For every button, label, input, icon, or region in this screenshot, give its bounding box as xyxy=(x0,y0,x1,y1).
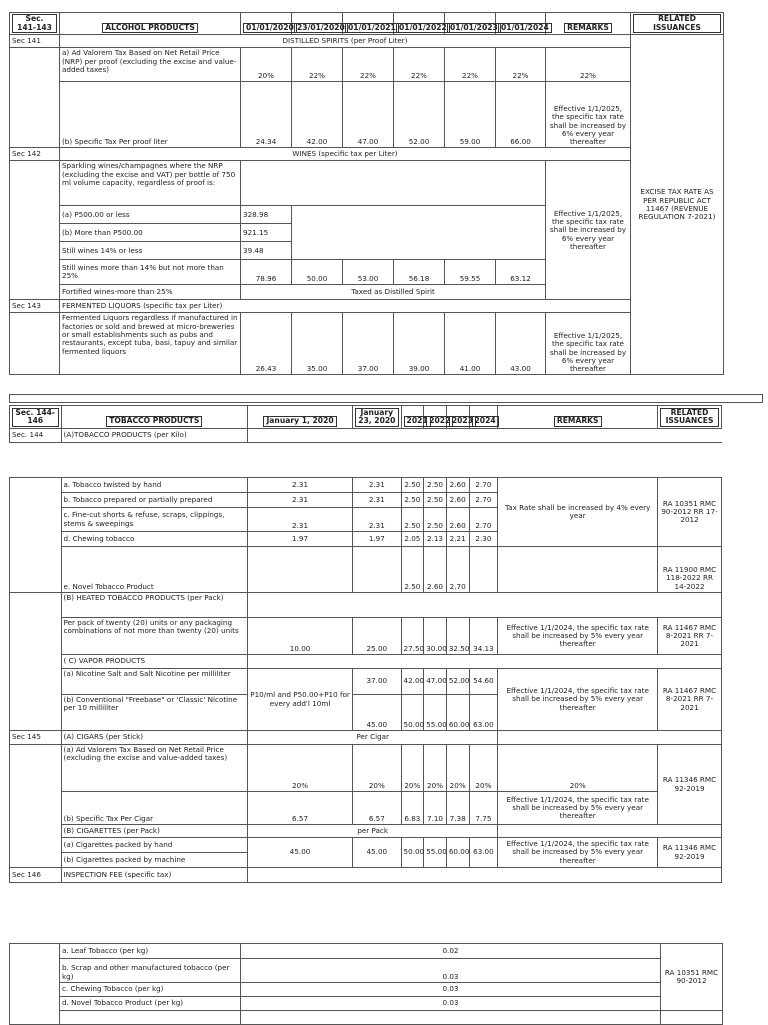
cell-value: 2.31 xyxy=(353,508,401,532)
section-number: Sec 142 xyxy=(10,148,60,161)
cell-value: 2.50 xyxy=(424,478,447,493)
cell-value: 2.30 xyxy=(469,532,498,547)
cell-value: 45.00 xyxy=(353,838,401,868)
row-label: Fortified wines-more than 25% xyxy=(60,285,241,300)
cell-value: 39.00 xyxy=(394,313,445,375)
tobacco-header-table xyxy=(9,405,722,443)
cell-value: 24.34 xyxy=(241,82,292,148)
table-row xyxy=(10,593,722,618)
cell-value: 2.31 xyxy=(248,493,353,508)
alcohol-issuance: EXCISE TAX RATE AS PER REPUBLIC ACT 11467 (REVENUE REGULATION 7-2021) xyxy=(631,35,724,375)
cell-value: 2.60 xyxy=(446,478,469,493)
row-label: d. Chewing tobacco xyxy=(61,532,248,547)
row-label: (b) Conventional "Freebase" or 'Classic' Nicotine per 10 milliliter xyxy=(61,695,248,731)
cell-value: 20% xyxy=(424,745,447,792)
cell-value: 22% xyxy=(445,48,496,82)
row-label: (a) P500.00 or less xyxy=(60,206,241,224)
row-label: Still wines more than 14% but not more than 25% xyxy=(60,260,241,285)
year-header: 2021 xyxy=(404,416,431,427)
cell-value: 1.97 xyxy=(248,532,353,547)
cell-value: 47.00 xyxy=(343,82,394,148)
row-label: (b) More than P500.00 xyxy=(60,224,241,242)
cell-value: 0.03 xyxy=(241,983,661,997)
cell-value: 63.12 xyxy=(496,260,546,285)
cell-value: 6.57 xyxy=(248,792,353,825)
cell-value: Taxed as Distilled Spirit xyxy=(241,285,546,300)
row-label: (a) Cigarettes packed by hand xyxy=(61,838,248,853)
row-label: (a) Nicotine Salt and Salt Nicotine per milliliter xyxy=(61,669,248,695)
unit-label: per Pack xyxy=(248,825,498,838)
row-label: (b) Cigarettes packed by machine xyxy=(61,853,248,868)
section-title: INSPECTION FEE (specific tax) xyxy=(61,868,248,883)
cell-value: 59.00 xyxy=(445,82,496,148)
alcohol-table-block xyxy=(9,12,761,375)
section-number: Sec 146 xyxy=(10,868,62,883)
cell-value: 7.10 xyxy=(424,792,447,825)
cell-value: 20% xyxy=(353,745,401,792)
cell-value: 22% xyxy=(343,48,394,82)
section-title: DISTILLED SPIRITS (per Proof Liter) xyxy=(60,35,631,48)
section-number: Sec 141 xyxy=(10,35,60,48)
cell-value: 63.00 xyxy=(469,838,498,868)
remark-cell: Tax Rate shall be increased by 4% every year xyxy=(498,478,658,547)
issuance-cell: RA 11346 RMC 92-2019 xyxy=(658,745,722,825)
remark-cell: Effective 1/1/2025, the specific tax rate shall be increased by 6% every year thereafter xyxy=(546,161,631,300)
cell-value: P10/ml and P50.00+P10 for every add'l 10ml xyxy=(248,669,353,731)
cell-value: 2.50 xyxy=(401,478,424,493)
row-label: c. Chewing Tobacco (per kg) xyxy=(60,983,241,997)
issuances-header: RELATED ISSUANCES xyxy=(633,14,721,33)
table-row xyxy=(10,983,723,997)
table-row xyxy=(10,838,722,853)
row-label: c. Fine-cut shorts & refuse, scraps, clippings, stems & sweepings xyxy=(61,508,248,532)
cell-value: 6.83 xyxy=(401,792,424,825)
remark-cell: Effective 1/1/2025, the specific tax rate shall be increased by 6% every year thereafter xyxy=(546,313,631,375)
year-header: 2024 xyxy=(472,416,499,427)
alcohol-table xyxy=(9,12,761,375)
remark-cell: Effective 1/1/2024, the specific tax rate shall be increased by 5% every year thereafter xyxy=(498,669,658,731)
subsection-title: ( C) VAPOR PRODUCTS xyxy=(61,655,248,669)
tobacco-table-block xyxy=(9,477,722,883)
cell-value: 0.02 xyxy=(241,944,661,959)
cell-value: 7.38 xyxy=(446,792,469,825)
table-row xyxy=(10,792,722,825)
cell-value: 53.00 xyxy=(343,260,394,285)
table-row xyxy=(10,478,722,493)
cell-value: 50.00 xyxy=(401,695,424,731)
row-label: (a) Ad Valorem Tax Based on Net Retail Price (excluding the excise and value-added taxes) xyxy=(61,745,248,792)
cell-value: 921.15 xyxy=(241,224,292,242)
row-label: a) Ad Valorem Tax Based on Net Retail Price (NRP) per proof (excluding the excise and value-added taxes) xyxy=(60,48,241,82)
table-row xyxy=(10,731,722,745)
cell-value: 45.00 xyxy=(353,695,401,731)
inspection-table-block xyxy=(9,943,723,1025)
row-label: (b) Specific Tax Per proof liter xyxy=(60,82,241,148)
issuance-cell: RA 11900 RMC 118-2022 RR 14-2022 xyxy=(658,547,722,593)
inspection-table xyxy=(9,943,723,1025)
cell-value: 2.05 xyxy=(401,532,424,547)
cell-value: 0.03 xyxy=(241,959,661,983)
remark-cell: 22% xyxy=(546,48,631,82)
cell-value: 27.50 xyxy=(401,618,424,655)
subsection-title: (B) HEATED TOBACCO PRODUCTS (per Pack) xyxy=(61,593,248,618)
tobacco-table xyxy=(9,477,722,883)
cell-value: 30.00 xyxy=(424,618,447,655)
row-label: a. Leaf Tobacco (per kg) xyxy=(60,944,241,959)
section-number: Sec 143 xyxy=(10,300,60,313)
remark-cell: Effective 1/1/2024, the specific tax rate shall be increased by 5% every year thereafter xyxy=(498,618,658,655)
cell-value: 2.31 xyxy=(353,493,401,508)
cell-value: 52.00 xyxy=(394,82,445,148)
cell-value: 35.00 xyxy=(292,313,343,375)
cell-value: 22% xyxy=(496,48,546,82)
cell-value: 6.57 xyxy=(353,792,401,825)
year-header: January 23, 2020 xyxy=(355,408,398,427)
year-header: 01/01/2023 xyxy=(447,23,501,34)
table-row xyxy=(10,868,722,883)
table-row xyxy=(10,35,761,48)
cell-value: 20% xyxy=(248,745,353,792)
cell-value: 20% xyxy=(241,48,292,82)
cell-value: 2.70 xyxy=(446,547,469,593)
subsection-title: (B) CIGARETTES (per Pack) xyxy=(61,825,248,838)
cell-value: 2.70 xyxy=(469,493,498,508)
alcohol-sec-header: Sec. 141-143 xyxy=(12,14,57,33)
cell-value: 2.50 xyxy=(401,547,424,593)
cell-value: 50.00 xyxy=(292,260,343,285)
cell-value: 2.50 xyxy=(401,493,424,508)
cell-value: 2.31 xyxy=(353,478,401,493)
cell-value: 50.00 xyxy=(401,838,424,868)
issuance-cell: RA 11346 RMC 92-2019 xyxy=(658,838,722,868)
cell-value: 60.00 xyxy=(446,695,469,731)
section-title: WINES (specific tax per Liter) xyxy=(60,148,631,161)
cell-value: 37.00 xyxy=(343,313,394,375)
issuances-header: RELATED ISSUANCES xyxy=(660,408,719,427)
cell-value: 2.21 xyxy=(446,532,469,547)
cell-value: 55.00 xyxy=(424,695,447,731)
tobacco-header-block xyxy=(9,405,722,443)
year-header: 01/01/2020 xyxy=(243,23,297,34)
cell-value: 2.31 xyxy=(248,478,353,493)
cell-value: 10.00 xyxy=(248,618,353,655)
cell-value: 20% xyxy=(401,745,424,792)
cell-value: 41.00 xyxy=(445,313,496,375)
cell-value: 25.00 xyxy=(353,618,401,655)
cell-value: 42.00 xyxy=(401,669,424,695)
cell-value: 26.43 xyxy=(241,313,292,375)
cell-value: 55.00 xyxy=(424,838,447,868)
cell-value: 43.00 xyxy=(496,313,546,375)
cell-value: 328.98 xyxy=(241,206,292,224)
cell-value: 2.70 xyxy=(469,508,498,532)
section-number: Sec. 144 xyxy=(10,429,62,443)
cell-value: 45.00 xyxy=(248,838,353,868)
row-label: (b) Specific Tax Per Cigar xyxy=(61,792,248,825)
remark-cell: Effective 1/1/2025, the specific tax rate shall be increased by 6% every year thereafter xyxy=(546,82,631,148)
cell-value: 34.13 xyxy=(469,618,498,655)
cell-value: 66.00 xyxy=(496,82,546,148)
section-divider xyxy=(9,394,763,403)
cell-value: 63.00 xyxy=(469,695,498,731)
issuance-cell: RA 11467 RMC 8-2021 RR 7-2021 xyxy=(658,669,722,731)
tobacco-title-header: TOBACCO PRODUCTS xyxy=(106,416,202,427)
remark-cell: Effective 1/1/2024, the specific tax rate shall be increased by 5% every year thereafter xyxy=(498,838,658,868)
cell-value: 2.31 xyxy=(248,508,353,532)
table-row xyxy=(10,655,722,669)
unit-label: Per Cigar xyxy=(248,731,498,745)
row-label: d. Novel Tobacco Product (per kg) xyxy=(60,997,241,1011)
remarks-header: REMARKS xyxy=(564,23,612,34)
table-row xyxy=(10,1011,723,1025)
remarks-header: REMARKS xyxy=(554,416,602,427)
table-row xyxy=(10,959,723,983)
table-row xyxy=(10,669,722,695)
cell-value: 78.96 xyxy=(241,260,292,285)
issuance-cell: RA 11467 RMC 8-2021 RR 7-2021 xyxy=(658,618,722,655)
year-header: January 1, 2020 xyxy=(263,416,336,427)
year-header: 01/01/2022 xyxy=(396,23,450,34)
cell-value: 42.00 xyxy=(292,82,343,148)
table-row xyxy=(10,429,722,443)
table-row xyxy=(10,745,722,792)
table-row xyxy=(10,618,722,655)
row-label: Still wines 14% or less xyxy=(60,242,241,260)
cell-value: 2.50 xyxy=(424,508,447,532)
row-label: b. Scrap and other manufactured tobacco (per kg) xyxy=(60,959,241,983)
table-row xyxy=(10,547,722,593)
year-header: 2023 xyxy=(449,416,476,427)
table-row xyxy=(10,997,723,1011)
row-label: Per pack of twenty (20) units or any packaging combinations of not more than twenty (20) units xyxy=(61,618,248,655)
cell-value: 2.50 xyxy=(401,508,424,532)
cell-value: 37.00 xyxy=(353,669,401,695)
alcohol-title-header: ALCOHOL PRODUCTS xyxy=(102,23,198,34)
table-row xyxy=(10,944,723,959)
issuance-cell: RA 10351 RMC 90-2012 xyxy=(661,944,723,1011)
year-header: 01/01/2021 xyxy=(345,23,399,34)
cell-value: 20% xyxy=(469,745,498,792)
remark-cell: Effective 1/1/2024, the specific tax rate shall be increased by 5% every year thereafter xyxy=(498,792,658,825)
issuance-cell: RA 10351 RMC 90-2012 RR 17-2012 xyxy=(658,478,722,547)
year-header: 01/01/2024 xyxy=(498,23,552,34)
row-label: a. Tobacco twisted by hand xyxy=(61,478,248,493)
cell-value: 52.00 xyxy=(446,669,469,695)
cell-value: 2.50 xyxy=(424,493,447,508)
cell-value: 20% xyxy=(446,745,469,792)
cell-value: 2.70 xyxy=(469,478,498,493)
cell-value: 60.00 xyxy=(446,838,469,868)
section-number: Sec 145 xyxy=(10,731,62,745)
table-row xyxy=(10,825,722,838)
row-label: Sparkling wines/champagnes where the NRP (excluding the excise and VAT) per bottle of 750 ml volume capacity, regardless of proof is: xyxy=(60,161,241,206)
cell-value: 2.60 xyxy=(424,547,447,593)
row-label: Fermented Liquors regardless if manufactured in factories or sold and brewed at micro-breweries or small establishments such as pubs and restaurants, except tuba, basi, tapuy and similar fermented liquors xyxy=(60,313,241,375)
cell-value: 59.55 xyxy=(445,260,496,285)
year-header: 23/01/2020 xyxy=(294,23,348,34)
section-title: (A)TOBACCO PRODUCTS (per Kilo) xyxy=(61,429,248,443)
cell-value: 47.00 xyxy=(424,669,447,695)
tobacco-sec-header: Sec. 144-146 xyxy=(12,408,59,427)
cell-value: 22% xyxy=(292,48,343,82)
cell-value: 1.97 xyxy=(353,532,401,547)
section-title: (A) CIGARS (per Stick) xyxy=(61,731,248,745)
cell-value: 0.03 xyxy=(241,997,661,1011)
cell-value: 54.60 xyxy=(469,669,498,695)
row-label: e. Novel Tobacco Product xyxy=(61,547,248,593)
cell-value: 32.50 xyxy=(446,618,469,655)
cell-value: 2.60 xyxy=(446,508,469,532)
row-label: b. Tobacco prepared or partially prepared xyxy=(61,493,248,508)
cell-value: 22% xyxy=(394,48,445,82)
cell-value: 2.13 xyxy=(424,532,447,547)
remark-cell: 20% xyxy=(498,745,658,792)
cell-value: 7.75 xyxy=(469,792,498,825)
section-title: FERMENTED LIQUORS (specific tax per Liter) xyxy=(60,300,631,313)
year-header: 2022 xyxy=(426,416,453,427)
cell-value: 56.18 xyxy=(394,260,445,285)
cell-value: 2.60 xyxy=(446,493,469,508)
cell-value: 39.48 xyxy=(241,242,292,260)
